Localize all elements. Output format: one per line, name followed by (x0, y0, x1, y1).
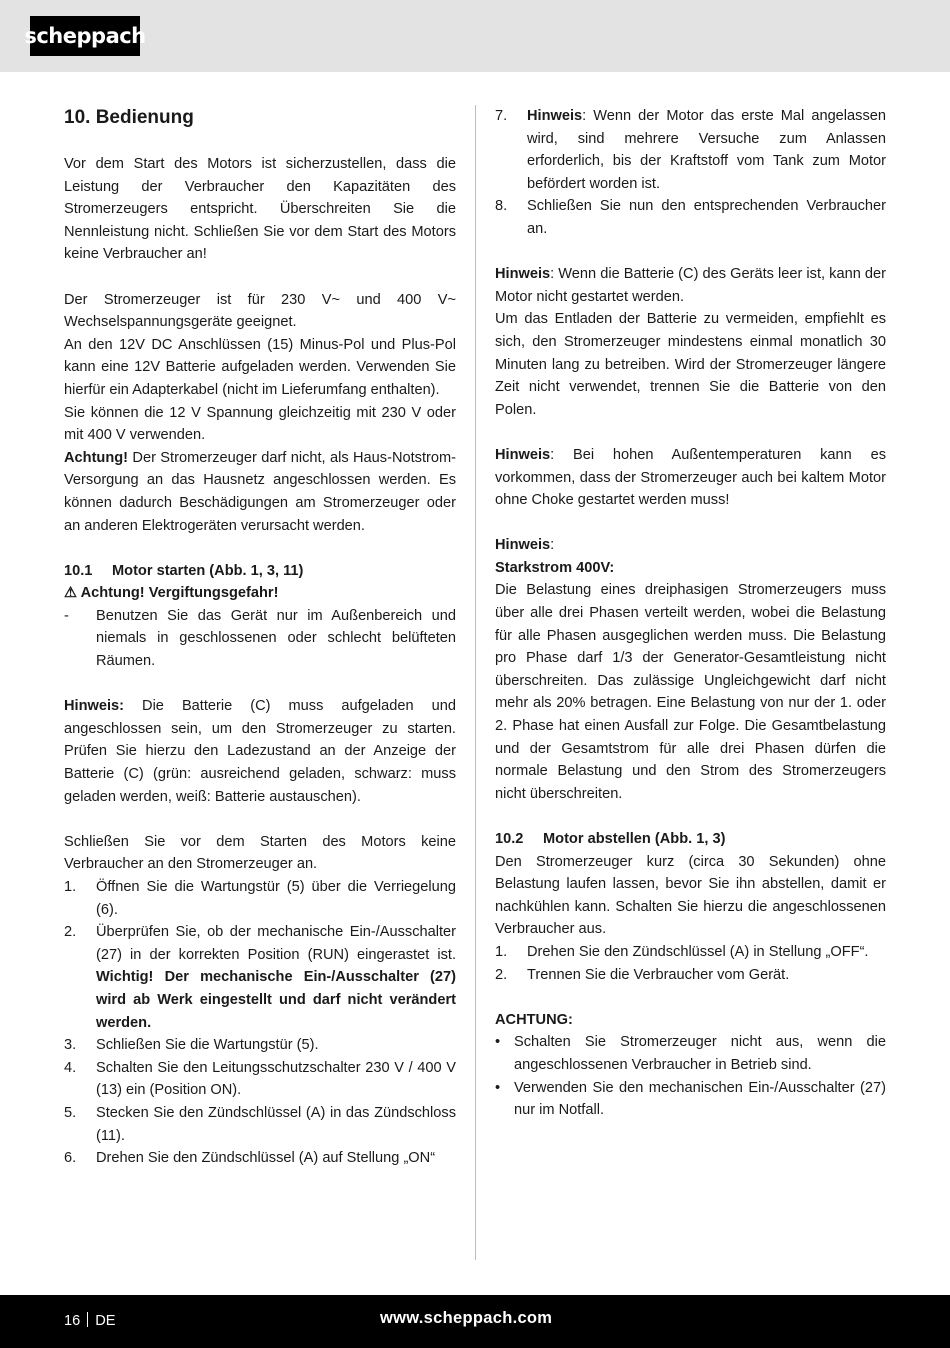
paragraph: Die Belastung eines dreiphasigen Stromerzeugers muss über alle drei Phasen verteilt werden, wobei die Belastung für alle Phasen ausgeglichen werden muss. Die Belastung pro Phase darf 1/3 der Generator-Gesamtleistung nicht überschreiten. Das zulässige Ungleichgewicht darf nicht mehr als 20% betragen. Eine Belastung von nur der 1. oder 2. Phase hat einen Ausfall zur Folge. Die Gesamtbelastung und der Gesamtstrom für alle drei Phasen dürfen die normale Belastung und den Strom des Stromerzeugers nicht überschreiten. (495, 582, 886, 802)
column-divider (475, 105, 476, 1260)
list-item: 1. Drehen Sie den Zündschlüssel (A) in Stellung „OFF“. (495, 943, 869, 960)
list-item: 7. Hinweis: Wenn der Motor das erste Mal angelassen wird, sind mehrere Versuche zum Anlassen erforderlich, bis der Kraftstoff vom Tank zum Motor befördert worden ist. (495, 108, 886, 192)
page-number: 16 DE (64, 1313, 116, 1329)
list-item: • Schalten Sie Stromerzeuger nicht aus, wenn die angeschlossenen Verbraucher in Betrieb sind. (495, 1034, 886, 1073)
list-item: 4. Schalten Sie den Leitungsschutzschalter 230 V / 400 V (13) ein (Position ON). (64, 1059, 456, 1099)
footer-bar (0, 1295, 950, 1348)
list-item: 6. Drehen Sie den Zündschlüssel (A) auf Stellung „ON“ (64, 1150, 436, 1167)
list-item: 2. Trennen Sie die Verbraucher vom Gerät. (495, 966, 790, 983)
paragraph: Schließen Sie vor dem Starten des Motors keine Verbraucher an den Stromerzeuger an. (64, 833, 456, 873)
section-title: 10. Bedienung (64, 107, 194, 128)
right-column (495, 105, 886, 1122)
website-url[interactable]: www.scheppach.com (380, 1309, 553, 1327)
top-bar (0, 0, 950, 72)
scheppach-logo: scheppach (30, 16, 140, 56)
note-paragraph: Hinweis: Bei hohen Außentemperaturen kann es vorkommen, dass der Stromerzeuger auch bei kaltem Motor ohne Choke gestartet werden muss! (495, 446, 886, 509)
note-paragraph: Hinweis: Die Batterie (C) muss aufgeladen und angeschlossen sein, um den Stromerzeuger zu starten. Prüfen Sie hierzu den Ladezustand an der Anzeige der Batterie (C) (grün: ausreichend geladen, schwarz: muss geladen werden, weiß: Batterie austauschen). (64, 698, 456, 805)
subsection-heading: 10.2 Motor abstellen (Abb. 1, 3) (495, 831, 726, 847)
achtung-label: Achtung! (64, 449, 129, 466)
list-item: 2. Überprüfen Sie, ob der mechanische Ein-/Ausschalter (27) in der korrekten Position (RUN) eingerastet ist. Wichtig! Der mechanische Ein-/Ausschalter (27) wird ab Werk eingestellt und darf nicht verändert werden. (64, 924, 456, 1031)
warning-triangle-icon: ⚠ (64, 585, 78, 602)
subsection-heading: 10.1 Motor starten (Abb. 1, 3, 11) (64, 562, 304, 579)
left-column (64, 105, 456, 1170)
list-item: - Benutzen Sie das Gerät nur im Außenbereich und niemals in geschlossenen oder schlecht belüfteten Räumen. (64, 607, 456, 670)
list-item: • Verwenden Sie den mechanischen Ein-/Ausschalter (27) nur im Notfall. (495, 1079, 886, 1119)
note-paragraph: Hinweis: Wenn die Batterie (C) des Geräts leer ist, kann der Motor nicht gestartet werden. (495, 266, 886, 305)
list-item: 3. Schließen Sie die Wartungstür (5). (64, 1037, 319, 1054)
warning-paragraph: Achtung! Der Stromerzeuger darf nicht, als Haus-Notstrom-Versorgung an das Hausnetz angeschlossen werden. Es können dadurch Beschädigungen am Stromerzeuger oder an anderen Elektrogeräten verursacht werden. (64, 449, 456, 534)
paragraph: Um das Entladen der Batterie zu vermeiden, empfiehlt es sich, den Stromerzeuger mindestens einmal monatlich 30 Minuten lang zu betreiben. Wird der Stromerzeuger längere Zeit nicht verwendet, trennen Sie die Batterie von den Polen. (495, 311, 886, 418)
paragraph: Der Stromerzeuger ist für 230 V~ und 400 V~ Wechselspannungsgeräte geeignet. (64, 291, 456, 331)
paragraph: Sie können die 12 V Spannung gleichzeitig mit 230 V oder mit 400 V verwenden. (64, 404, 456, 444)
paragraph: An den 12V DC Anschlüssen (15) Minus-Pol und Plus-Pol kann eine 12V Batterie aufgeladen werden. Verwenden Sie hierfür ein Adapterkabel (nicht im Lieferumfang enthalten). (64, 336, 456, 398)
list-item: 8. Schließen Sie nun den entsprechenden Verbraucher an. (495, 198, 886, 237)
list-item: 5. Stecken Sie den Zündschlüssel (A) in das Zündschloss (11). (64, 1104, 456, 1144)
note-subheading: Starkstrom 400V: (495, 559, 615, 576)
note-heading: Hinweis: (495, 537, 555, 554)
list-item: 1. Öffnen Sie die Wartungstür (5) über die Verriegelung (6). (64, 879, 456, 918)
paragraph: Den Stromerzeuger kurz (circa 30 Sekunden) ohne Belastung laufen lassen, bevor Sie ihn abstellen, damit er nachkühlen kann. Schalten Sie hierzu die angeschlossenen Verbraucher aus. (495, 853, 886, 938)
paragraph: Vor dem Start des Motors ist sicherzustellen, dass die Leistung der Verbraucher den Kapazitäten des Stromerzeugers entspricht. Überschreiten Sie die Nennleistung nicht. Schließen Sie vor dem Start des Motors keine Verbraucher an! (64, 156, 456, 263)
caution-heading: ACHTUNG: (495, 1011, 573, 1028)
poison-warning: ⚠ Achtung! Vergiftungsgefahr! (64, 585, 279, 602)
